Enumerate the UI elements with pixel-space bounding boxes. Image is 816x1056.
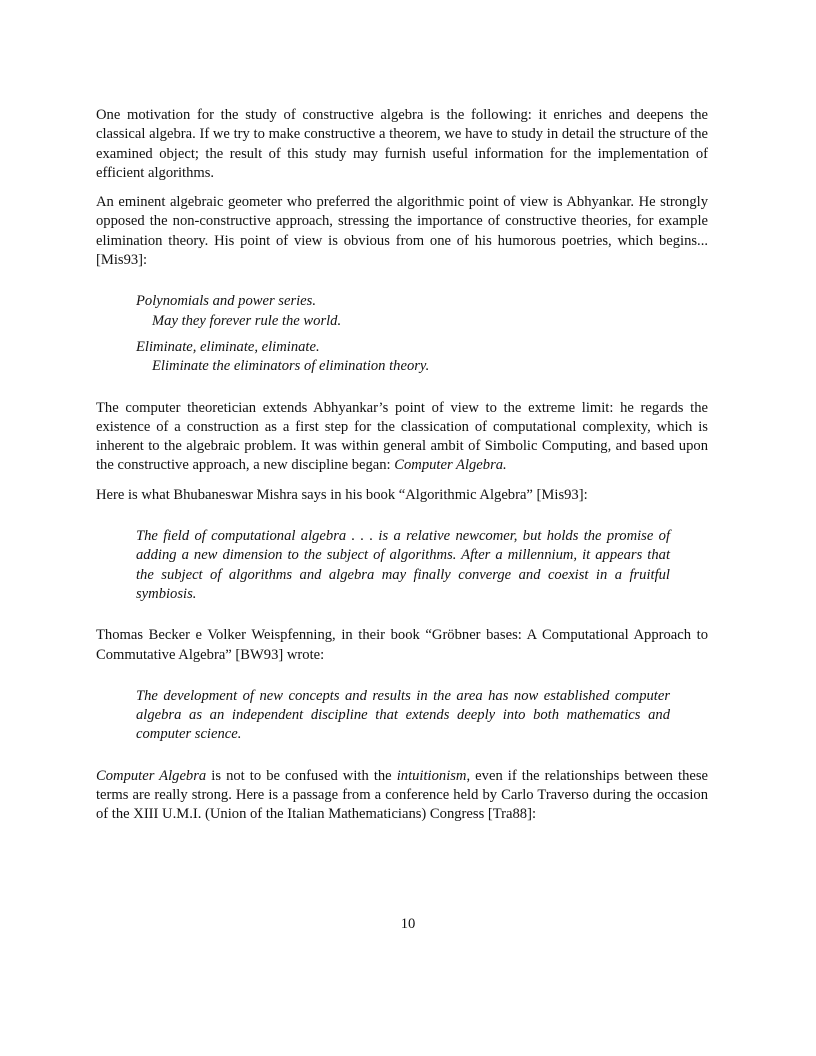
emphasis-computer-algebra: Computer Algebra <box>96 767 207 784</box>
poem-line: Eliminate the eliminators of elimination theory. <box>152 358 430 375</box>
paragraph-intuitionism <box>96 767 708 825</box>
poem-line: Eliminate, eliminate, eliminate. <box>136 338 320 355</box>
paragraph-abhyankar: An eminent algebraic geometer who preferred the algorithmic point of view is Abhyankar. He strongly opposed the non-constructive approach, stressing the importance of constructive theories, for example elimination theory. His point of view is obvious from one of his humorous poetries, which begins... [Mis93]: <box>96 194 708 269</box>
poem-block <box>136 292 708 376</box>
paragraph-text: is not to be confused with the <box>206 767 397 784</box>
poem-line: Polynomials and power series. <box>136 293 316 310</box>
page-body <box>96 106 708 825</box>
quote-becker: The development of new concepts and results in the area has now established computer algebra as an independent discipline that extends deeply into both mathematics and computer science. <box>136 687 670 743</box>
paragraph-motivation: One motivation for the study of constructive algebra is the following: it enriches and deepens the classical algebra. If we try to make constructive a theorem, we have to study in detail the structure of the examined object; the result of this study may furnish useful information for the implementation of efficient algorithms. <box>96 107 708 181</box>
emphasis-computer-algebra: Computer Algebra. <box>394 457 507 474</box>
poem-line: May they forever rule the world. <box>152 312 342 329</box>
paragraph-computer-theoretician <box>96 399 708 476</box>
page-number: 10 <box>400 916 416 932</box>
paragraph-text: , even if the relationships between these terms are really strong. Here is a passage from a conference held by Carlo Traverso during the occasion of the XIII U.M.I. (Union of the Italian Mathematicians) Congress [Tra88]: <box>96 767 709 823</box>
quote-mishra: The field of computational algebra . . . is a relative newcomer, but holds the promise of adding a new dimension to the subject of algorithms. After a millennium, it appears that the subject of algorithms and algebra may finally converge and coexist in a fruitful symbiosis. <box>136 528 670 602</box>
paragraph-becker-intro: Thomas Becker e Volker Weispfenning, in their book “Gröbner bases: A Computational Approach to Commutative Algebra” [BW93] wrote: <box>96 627 708 663</box>
paragraph-text: The computer theoretician extends Abhyankar’s point of view to the extreme limit: he regards the existence of a construction as a first step for the classication of computational complexity, which is inherent to the algebraic problem. It was within general ambit of Simbolic Computing, and based upon the constructive approach, a new discipline began: <box>96 399 708 474</box>
paragraph-mishra-intro: Here is what Bhubaneswar Mishra says in his book “Algorithmic Algebra” [Mis93]: <box>96 486 588 503</box>
emphasis-intuitionism: intuitionism <box>396 767 467 784</box>
